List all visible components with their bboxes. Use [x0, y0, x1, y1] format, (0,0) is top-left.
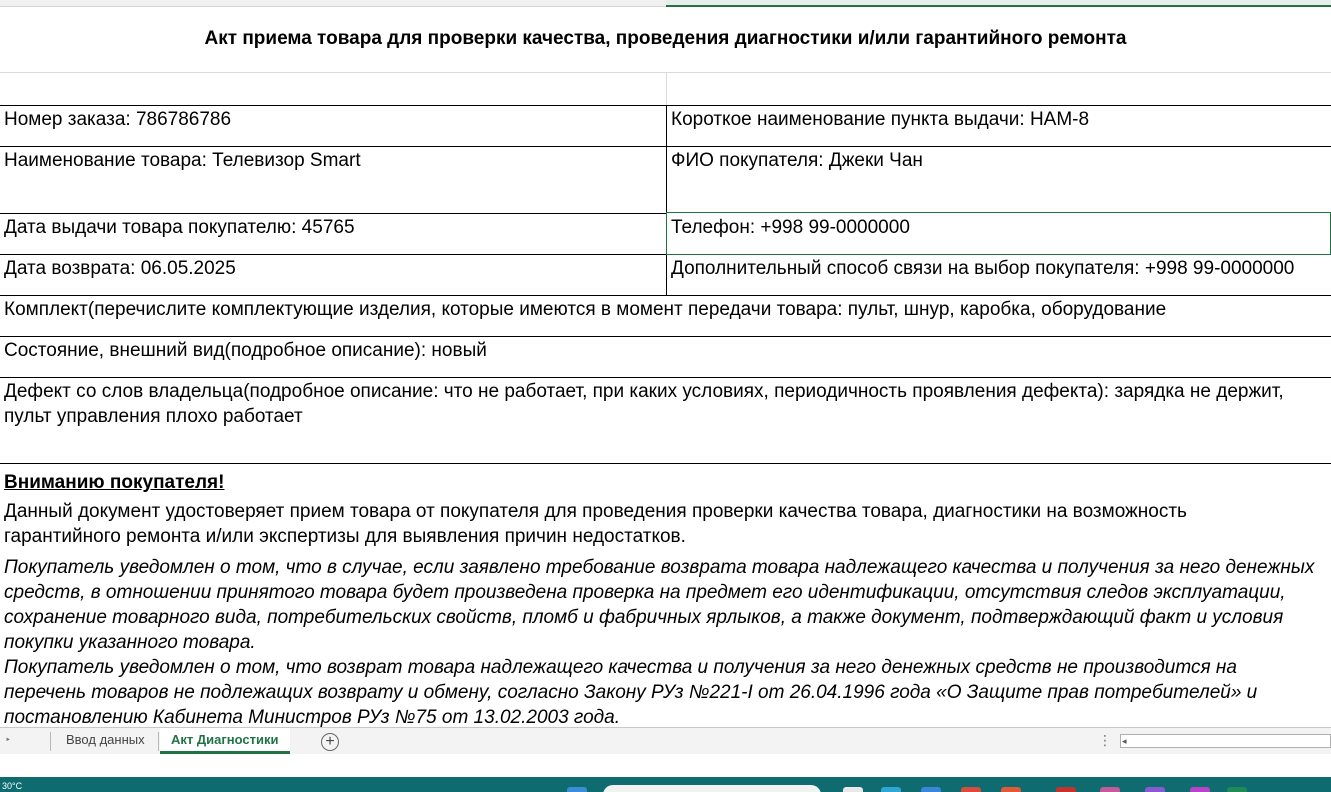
weather-temperature[interactable]: 30°C	[2, 781, 23, 791]
document-title[interactable]: Акт приема товара для проверки качества, проведения диагностики и/или гарантийного ремонта	[204, 28, 1127, 49]
selected-column-header	[666, 0, 1331, 7]
tab-separator	[158, 732, 159, 751]
cell-condition[interactable]: Состояние, внешний вид(подробное описание): новый	[4, 340, 487, 361]
start-icon[interactable]	[567, 787, 587, 792]
column-header-strip	[0, 0, 1331, 7]
cell-product-name[interactable]: Наименование товара: Телевизор Smart	[4, 150, 361, 171]
cell-issue-date[interactable]: Дата выдачи товара покупателю: 45765	[4, 217, 355, 238]
app-icon[interactable]	[1190, 787, 1210, 792]
scroll-left-icon[interactable]: ‣	[5, 735, 11, 746]
cell-pickup-point[interactable]: Короткое наименование пункта выдачи: HAM-8	[671, 109, 1090, 130]
app-icon[interactable]	[1145, 787, 1165, 792]
app-icon[interactable]	[921, 787, 941, 792]
cell-phone[interactable]: Телефон: +998 99-0000000	[671, 217, 910, 238]
cell-attention-heading[interactable]: Вниманию покупателя!	[4, 472, 225, 493]
cell-extra-contact[interactable]: Дополнительный способ связи на выбор покупателя: +998 99-0000000	[671, 258, 1295, 279]
app-icon[interactable]	[961, 787, 981, 792]
excel-icon[interactable]	[1227, 787, 1247, 792]
cell-notice-1[interactable]: Покупатель уведомлен о том, что в случае, если заявлено требование возврата товара надлежащего качества и получения за него денежных средств, в отношении принятого товара будет произведена проверка на предмет его идентификации, отсутствия следов эксплуатации, сохранение товарного вида, потребительских свойств, пломб и фабричных ярлыков, а также документ, подтверждающий факт и условия покупки указанного товара.	[4, 557, 1315, 652]
cell-buyer-name[interactable]: ФИО покупателя: Джеки Чан	[671, 150, 923, 171]
app-icon[interactable]	[1056, 787, 1076, 792]
task-view-icon[interactable]	[843, 787, 863, 792]
scroll-left-arrow-icon[interactable]: ◂	[1122, 736, 1127, 746]
cell-attention-text[interactable]: Данный документ удостоверяет прием товара от покупателя для проведения проверки качества товара, диагностики на возможность гарантийного ремонта и/или экспертизы для выявления причин недостатков.	[4, 501, 1187, 547]
app-icon[interactable]	[1100, 787, 1120, 792]
more-options-icon[interactable]: ⋮	[1098, 732, 1112, 748]
browser-icon[interactable]	[881, 787, 901, 792]
cell-defect[interactable]: Дефект со слов владельца(подробное описание: что не работает, при каких условиях, периодичность проявления дефекта): зарядка не держит, пульт управления плохо работает	[4, 381, 1284, 427]
cell-notice-2[interactable]: Покупатель уведомлен о том, что возврат товара надлежащего качества и получения за него денежных средств не производится на перечень товаров не подлежащих возврату и обмену, согласно Закону РУз №221-I от 26.04.1996 года «О Защите прав потребителей» и постановлению Кабинета Министров РУз №75 от 13.02.2003 года.	[4, 657, 1258, 727]
cell-order-number[interactable]: Номер заказа: 786786786	[4, 109, 232, 130]
tab-data-input[interactable]: Ввод данных	[66, 732, 145, 747]
gridline	[666, 72, 667, 105]
taskbar-search[interactable]	[603, 785, 821, 792]
tab-separator	[50, 732, 51, 751]
tab-diagnostics-act[interactable]: Акт Диагностики	[160, 728, 290, 754]
app-icon[interactable]	[1001, 787, 1021, 792]
border-line	[0, 463, 1331, 464]
horizontal-scrollbar[interactable]	[1120, 734, 1331, 748]
cell-return-date[interactable]: Дата возврата: 06.05.2025	[4, 258, 236, 279]
add-sheet-icon[interactable]: +	[321, 733, 339, 751]
status-gap	[0, 754, 1331, 777]
sheet-tabs-bar	[0, 727, 1331, 754]
windows-taskbar	[0, 777, 1331, 792]
cell-kit[interactable]: Комплект(перечислите комплектующие изделия, которые имеются в момент передачи товара: пульт, шнур, каробка, оборудование	[4, 299, 1167, 320]
